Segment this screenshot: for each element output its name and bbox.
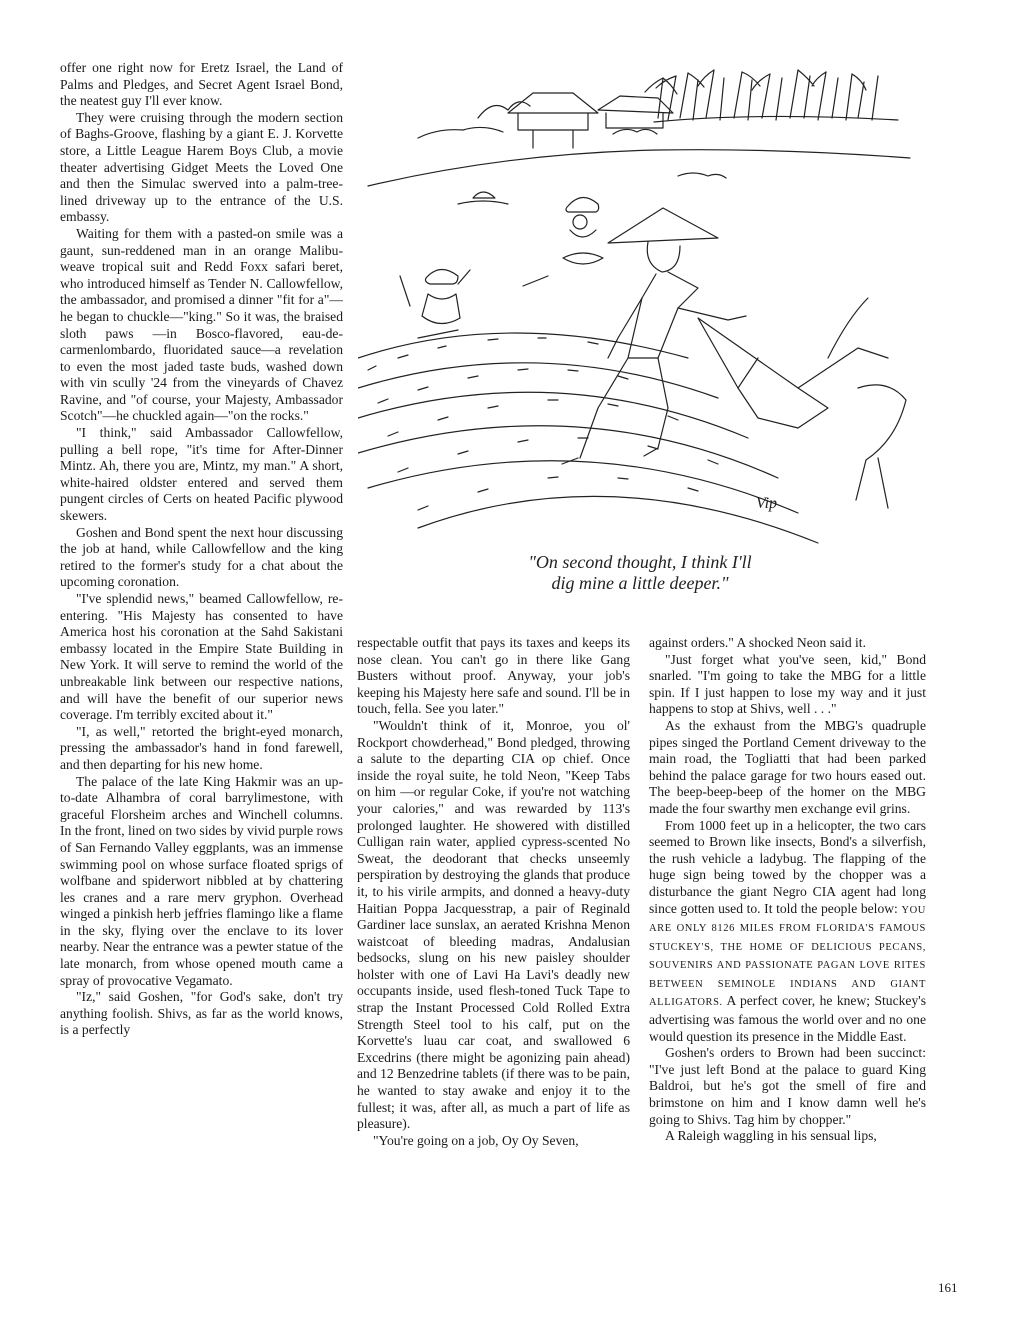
paragraph: "I, as well," retorted the bright-eyed monarch, pressing the ambassador's hand in fond farewell, and then departing for his new home. [60,723,343,772]
page-number: 161 [938,1280,958,1295]
plowed-furrows [358,333,818,543]
paragraph: Goshen's orders to Brown had been succinct: "I've just left Bond at the palace to guard King Baldroi, but he's got the smell of fire and brimstone on him and I know damn well he's going to Shivs. Tag him by chopper." [649,1045,926,1127]
paragraph: "Iz," said Goshen, "for God's sake, don't try anything foolish. Shivs, as far as the world knows, is a perfectly [60,989,343,1038]
paragraph: "You're going on a job, Oy Oy Seven, [373,1132,579,1148]
village-huts [418,93,673,148]
caption-line-1: "On second thought, I think I'll [528,552,752,572]
paragraph: offer one right now for Eretz Israel, the Land of Palms and Pledges, and Secret Agent Israel Bond, the neatest guy I'll ever know. [60,60,343,109]
soldier-helmet-far [458,192,508,204]
text-column-2 [357,635,630,1149]
paragraph: As the exhaust from the MBG's quadruple pipes singed the Portland Cement driveway to the main road, the Togliatti that had been parked behind the palace garage for two hours eased out. The beep-beep-beep of the homer on the MBG made the four swarthy men exchange evil grins. [649,717,926,816]
paragraph [649,818,926,1046]
text-column-3 [649,635,926,1145]
paragraph: respectable outfit that pays its taxes and keeps its nose clean. You can't go in there like Gang Busters without proof. Anyway, your job's keeping his Majesty here safe and sound. I'll be in touch, fella. See you later." [357,635,630,717]
farmer-figure [562,208,746,464]
artist-signature: Vip [756,495,778,512]
paragraph: Goshen and Bond spent the next hour discussing the job at hand, while Callowfellow and the king retired to the former's study for a chat about the upcoming coronation. [60,524,343,590]
soldier-in-trench [400,269,470,338]
caption-line-2: dig mine a little deeper." [551,573,729,593]
paragraph: The palace of the late King Hakmir was an up-to-date Alhambra of coral barrylimestone, with graceful Florsheim arches and Winchell columns. In the front, lined on two sides by vivid purple rows of San Fernando Valley eggplants, was an immense swimming pool on whose surface floated sprigs of wolfbane and spiderwort nibbled at by chattering les cranes and a rare merv gryphon. Overhead winged a pinkish herb jeffries flamingo like a flame in the sky, flying over the enclave to its lover nearby. Near the entrance was a pewter statue of the late monarch, from whose opened mouth came a spray of provocative Vegamato. [60,773,343,988]
cartoon-illustration [358,58,918,558]
plow-and-ox [698,298,906,508]
cartoon-caption [470,552,810,594]
paragraph: A Raleigh waggling in his sensual lips, [665,1128,877,1144]
paragraph: "I've splendid news," beamed Callowfellow, re-entering. "His Majesty has consented to have America host his coronation at the Sahd Sakistani embassy located in the Empire State Building in New York. It will serve to remind the world of the unbreakable link between our respective nations, and will have the benefit of our superior news coverage. I'm terribly excited about it." [60,591,343,723]
paragraph-text: A perfect cover, he knew; Stuckey's advertising was famous the world over and no one would question its presence in the Middle East. [649,993,926,1044]
paragraph: "Wouldn't think of it, Monroe, you ol' Rockport chowderhead," Bond pledged, throwing a salute to the departing CIA op chief. Once inside the royal suite, he told Neon, "Keep Tabs on him —or regular Coke, if you're not watching your calories," and was rewarded by 113's prolonged laughter. He showered with distilled Culligan rain water, applied cypress-scented No Sweat, the deodorant that checks unseemly perspiration by destroying the glands that produce it, to his virile armpits, and donned a heavy-duty Haitian Poppa Jacquesstrap, a pair of Reginald Gardiner lace sunslax, an aerated Krishna Menon waistcoat of bleeding madras, Andalusian bedsocks, slung on his new paisley shoulder holster with one of Lavi Ha Lavi's deadly new occupants inside, used flesh-toned Tuck Tape to strap the Instant Processed Cold Rolled Extra Strength Steel tool to his calf, put on the Korvette's luau car coat, and swallowed 6 Excedrins (there might be agonizing pain ahead) and 12 Benzedrine tablets (if there was to be pain, he wanted to stay awake and enjoy it to the fullest; it was, after all, as much a part of life as pleasure). [357,717,630,1132]
soldier-in-foxhole [523,197,603,286]
palm-trees [645,70,898,122]
paragraph: against orders." A shocked Neon said it. [649,635,866,650]
paragraph-text: From 1000 feet up in a helicopter, the two cars seemed to Brown like insects, Bond's a silverfish, the rush vehicle a ladybug. The flapping of the huge sign being towed by the chopper was a disturbance the giant Negro CIA agent had long since gotten used to. It told the people below: [649,817,926,916]
paragraph: "Just forget what you've seen, kid," Bond snarled. "I'm going to take the MBG for a little spin. If I just happen to lose my way and it just happens to stop at Shivs, well . . ." [649,651,926,717]
text-column-1 [60,60,343,1039]
distant-figure [678,173,726,178]
paragraph: Waiting for them with a pasted-on smile was a gaunt, sun-reddened man in an orange Malibu-weave tropical suit and Redd Foxx safari beret, who introduced himself as Tender N. Callowfellow, the ambassador, and promised a dinner "fit for a"—he began to chuckle—"king." So it was, the braised sloth paws —in Bosco-flavored, eau-de-carmenlombardo, fluoridated sauce—a revelation to even the most jaded taste buds, washed down with vin scully '24 from the vineyards of Chavez Ravine, and "of course, your Majesty, Ambassador Scotch"—he chuckled again—"on the rocks." [60,225,343,424]
paragraph: "I think," said Ambassador Callowfellow, pulling a bell rope, "it's time for After-Dinner Mintz. Ah, there you are, Mintz, my man." A short, white-haired oldster entered and served them pungent circles of Certs on heated Pacific plywood skewers. [60,425,343,524]
sign-text: YOU ARE ONLY 8126 MILES FROM FLORIDA'S FAMOUS STUCKEY'S, THE HOME OF DELICIOUS PECANS, SOUVENIRS AND PASSIONATE PAGAN LOVE RITES BETWEEN SEMINOLE INDIANS AND GIANT ALLIGATORS. [649,904,926,1009]
paragraph: They were cruising through the modern section of Baghs-Groove, flashing by a giant E. J. Korvette store, a Little League Harem Boys Club, a movie theater advertising Gidget Meets the Loved One and then the Simulac swerved into a palm-tree-lined driveway up to the entrance of the U.S. embassy. [60,109,343,225]
